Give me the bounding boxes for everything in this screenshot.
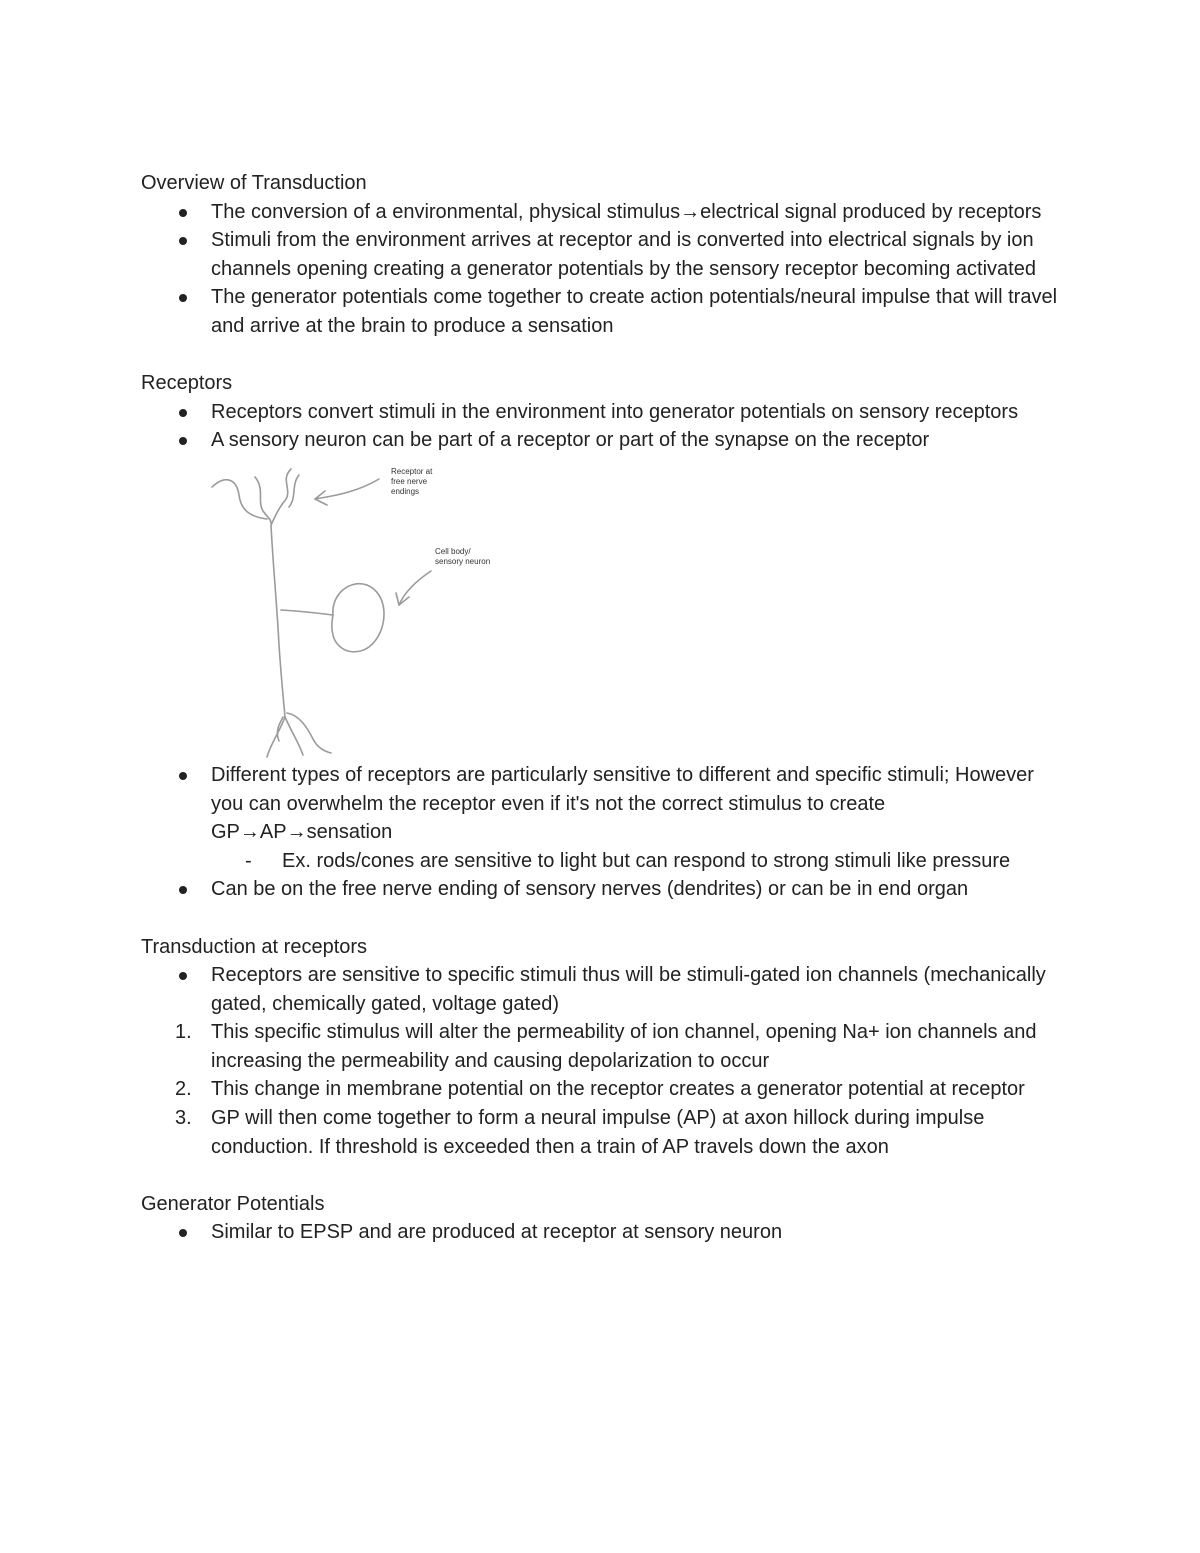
spacer: [141, 341, 1061, 370]
list-item: [141, 875, 1061, 904]
heading-generator-potentials: Generator Potentials: [141, 1192, 325, 1215]
label-line: endings: [391, 486, 420, 496]
list-item: [141, 1218, 1061, 1247]
bullet-icon: [179, 237, 187, 245]
arrow-line: [399, 571, 431, 605]
generator-bullet-list: [141, 1218, 1061, 1247]
cell-body-stalk: [281, 610, 333, 615]
dendrite-branch: [255, 477, 271, 523]
dendrite-branch: [271, 469, 291, 525]
numbered-item: [141, 1075, 1061, 1104]
dendrite-branch: [289, 475, 299, 507]
document-body: [141, 169, 1061, 1247]
sub-list-item-text: Ex. rods/cones are sensitive to light but can respond to strong stimuli like pressure: [282, 849, 1011, 872]
item-number: 1.: [175, 1021, 192, 1044]
heading-receptors: Receptors: [141, 372, 233, 395]
numbered-item-text: GP will then come together to form a neural impulse (AP) at axon hillock during impulse conduction. If threshold is exceeded then a train of AP travels down the axon: [211, 1107, 985, 1158]
axon-terminal: [285, 717, 303, 755]
numbered-item: [141, 1104, 1061, 1161]
receptors-bullet-list: [141, 398, 1061, 455]
receptors-bullet-list-continued: [141, 761, 1061, 904]
list-item-text: Stimuli from the environment arrives at receptor and is converted into electrical signals by ion channels opening creating a generator potentials by the sensory receptor becoming activated: [211, 229, 1036, 280]
neuron-diagram: [199, 455, 1061, 761]
label-line: free nerve: [391, 476, 428, 486]
bullet-icon: [179, 294, 187, 302]
list-item: [141, 426, 1061, 455]
bullet-icon: [179, 1229, 187, 1237]
dash-marker: -: [245, 849, 252, 872]
list-item: [141, 961, 1061, 1018]
transduction-numbered-list: [141, 1018, 1061, 1161]
list-item-text: Can be on the free nerve ending of sensory nerves (dendrites) or can be in end organ: [211, 878, 969, 901]
bullet-icon: [179, 886, 187, 894]
numbered-item-text: This specific stimulus will alter the permeability of ion channel, opening Na+ ion channels and increasing the permeability and causing depolarization to occur: [211, 1021, 1037, 1072]
label-receptor-free-nerve-endings: [391, 467, 481, 497]
spacer: [141, 904, 1061, 933]
cell-body-circle: [332, 584, 384, 652]
list-item-text: Different types of receptors are particularly sensitive to different and specific stimuli; However you can overwhelm the receptor even if it's not the correct stimulus to create GP→AP→sensation: [211, 763, 1034, 844]
bullet-icon: [179, 409, 187, 417]
spacer: [141, 1161, 1061, 1190]
list-item-text: A sensory neuron can be part of a receptor or part of the synapse on the receptor: [211, 429, 930, 452]
item-number: 3.: [175, 1107, 192, 1130]
bullet-icon: [179, 772, 187, 780]
list-item: [141, 283, 1061, 340]
transduction-bullet-list: [141, 961, 1061, 1018]
label-line: Cell body/: [435, 546, 471, 556]
bullet-icon: [179, 437, 187, 445]
label-line: Receptor at: [391, 466, 433, 476]
list-item-text: Receptors convert stimuli in the environment into generator potentials on sensory receptors: [211, 400, 1019, 423]
bullet-icon: [179, 209, 187, 217]
list-item-text: Similar to EPSP and are produced at receptor at sensory neuron: [211, 1221, 783, 1244]
numbered-item: [141, 1018, 1061, 1075]
sub-list-item: [141, 847, 1061, 876]
overview-bullet-list: [141, 198, 1061, 341]
list-item-text: The conversion of a environmental, physical stimulus→electrical signal produced by receptors: [211, 200, 1042, 223]
list-item-text: Receptors are sensitive to specific stimuli thus will be stimuli-gated ion channels (mechanically gated, chemically gated, voltage gated): [211, 964, 1046, 1015]
heading-overview: Overview of Transduction: [141, 172, 367, 194]
list-item: [141, 198, 1061, 227]
numbered-item-text: This change in membrane potential on the receptor creates a generator potential at receptor: [211, 1078, 1025, 1101]
bullet-icon: [179, 972, 187, 980]
label-line: sensory neuron: [435, 556, 491, 566]
list-item: [141, 226, 1061, 283]
item-number: 2.: [175, 1078, 192, 1101]
list-item: [141, 761, 1061, 847]
axon-terminal: [267, 717, 285, 757]
neuron-sketch: [199, 455, 599, 761]
heading-transduction: Transduction at receptors: [141, 935, 368, 958]
list-item-text: The generator potentials come together to create action potentials/neural impulse that will travel and arrive at the brain to produce a sensation: [211, 286, 1058, 337]
list-item: [141, 398, 1061, 427]
arrow-line: [315, 479, 379, 499]
axon-line: [271, 525, 285, 717]
label-cell-body: [435, 547, 525, 567]
